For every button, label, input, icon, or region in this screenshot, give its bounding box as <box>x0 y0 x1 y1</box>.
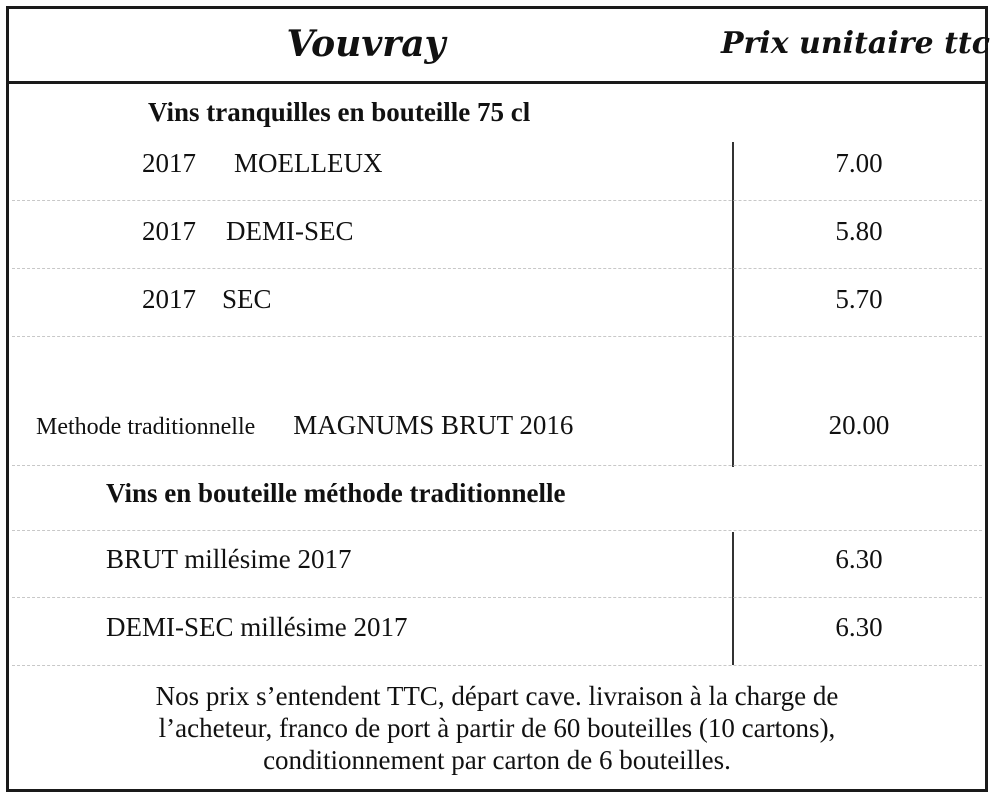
wine-row <box>142 216 354 247</box>
wine-row <box>142 284 272 315</box>
section-title-sparkling-wines: Vins en bouteille méthode traditionnelle <box>106 478 566 508</box>
row-separator <box>12 597 982 598</box>
wine-row <box>106 612 407 643</box>
wine-price: 6.30 <box>835 612 883 642</box>
section-title-still-wines: Vins tranquilles en bouteille 75 cl <box>148 97 531 127</box>
terms-line: Nos prix s’entendent TTC, départ cave. livraison à la charge de <box>155 681 839 711</box>
header-title: Vouvray <box>286 22 446 65</box>
wine-year: 2017 <box>142 216 196 246</box>
row-separator <box>12 268 982 269</box>
wine-name: DEMI-SEC millésime 2017 <box>106 612 408 642</box>
terms-line: l’acheteur, franco de port à partir de 60 bouteilles (10 cartons), <box>158 713 836 743</box>
wine-name: BRUT millésime 2017 <box>106 544 352 574</box>
magnum-name: MAGNUMS BRUT 2016 <box>293 410 574 440</box>
row-separator <box>12 200 982 201</box>
magnum-price: 20.00 <box>828 410 890 440</box>
terms-note <box>6 680 988 776</box>
header-price: Prix unitaire ttc <box>720 26 991 61</box>
magnum-method-label: Methode traditionnelle <box>36 414 256 440</box>
wine-price: 7.00 <box>835 148 883 178</box>
wine-row <box>106 544 352 575</box>
wine-year: 2017 <box>142 284 196 314</box>
wine-name: DEMI-SEC <box>226 216 354 246</box>
table-header <box>6 6 991 84</box>
wine-name: SEC <box>222 284 272 314</box>
terms-line: conditionnement par carton de 6 bouteilles. <box>263 745 731 775</box>
wine-name: MOELLEUX <box>234 148 383 178</box>
wine-year: 2017 <box>142 148 196 178</box>
wine-price: 5.80 <box>835 216 883 246</box>
row-separator <box>12 336 982 337</box>
wine-row <box>142 148 382 179</box>
wine-price: 5.70 <box>835 284 883 314</box>
wine-price: 6.30 <box>835 544 883 574</box>
row-separator <box>12 530 982 531</box>
row-separator <box>12 665 982 666</box>
magnum-row <box>36 410 573 441</box>
row-separator <box>12 465 982 466</box>
